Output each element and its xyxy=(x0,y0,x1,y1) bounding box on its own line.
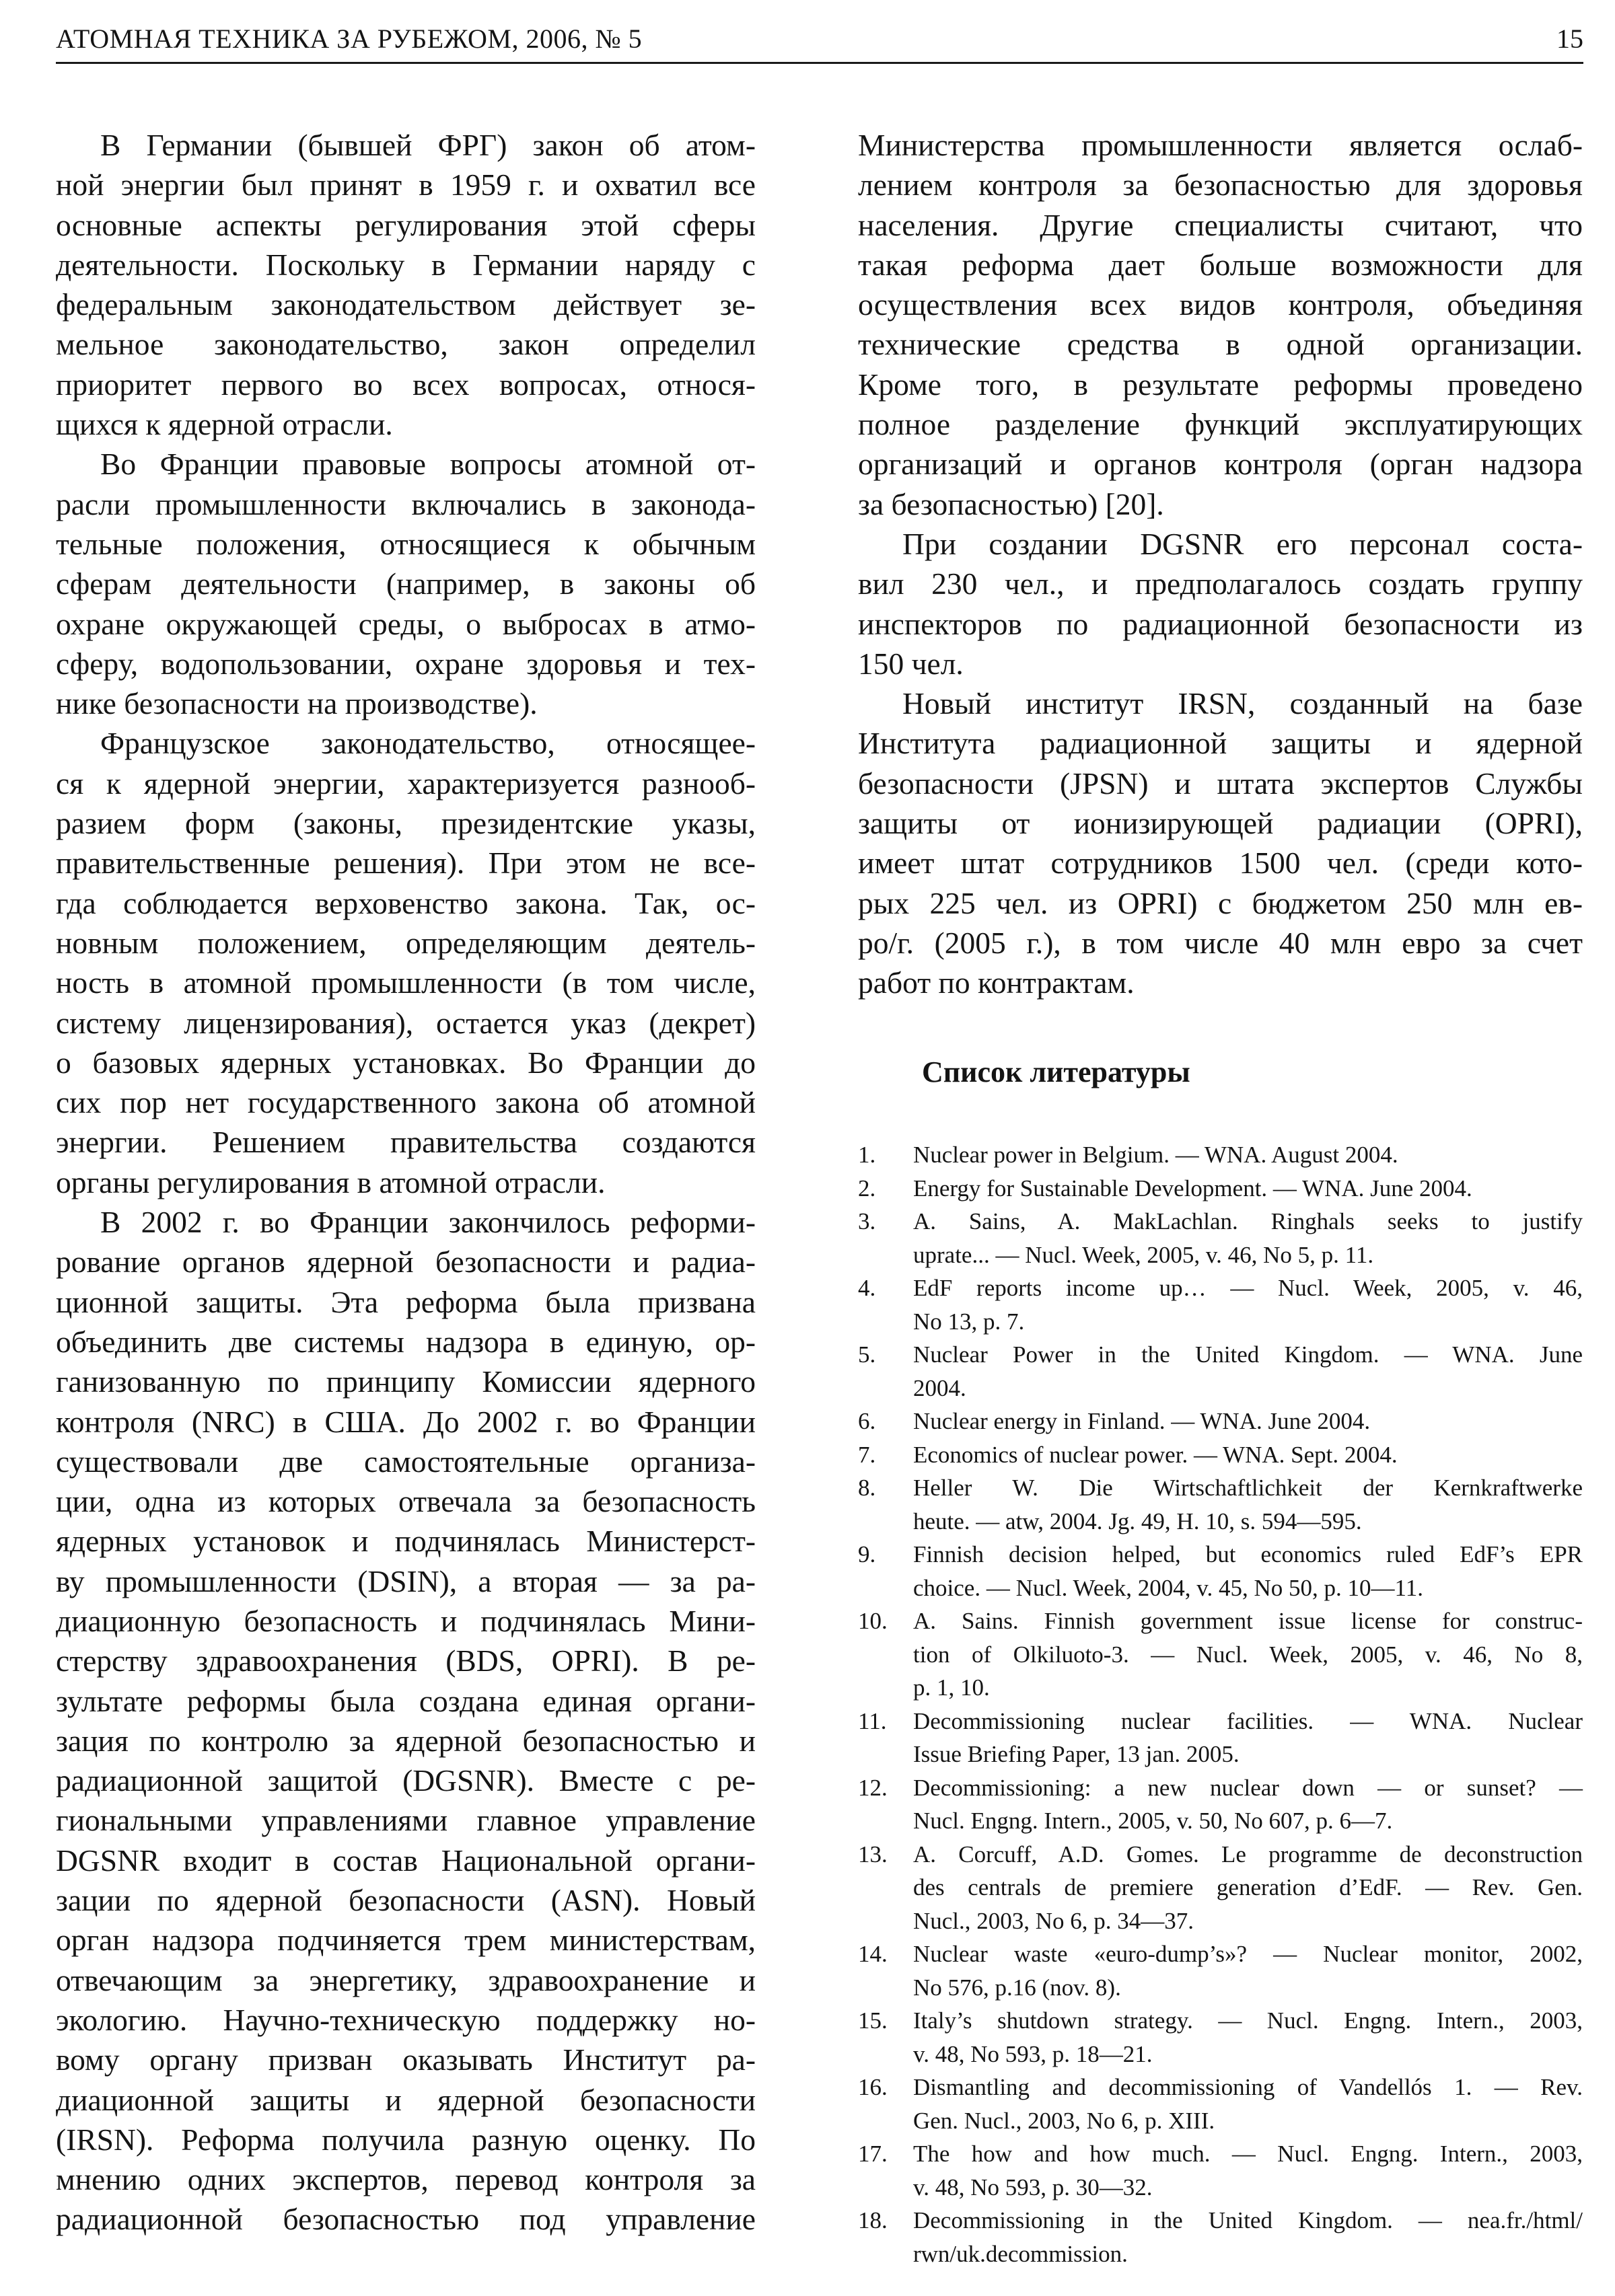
text-line: существовали две самостоятельные организа- xyxy=(56,1444,756,1479)
reference-text-line: Decommissioning: a new nuclear down — or sunset? — xyxy=(913,1774,1583,1801)
text-line: отвечающим за энергетику, здравоохранение и xyxy=(56,1962,756,1997)
text-line: ядерных установок и подчинялась Министерст- xyxy=(56,1524,756,1559)
reference-item xyxy=(858,1838,1583,1938)
text-line: Французское законодательство, относящее- xyxy=(100,726,756,761)
text-line: тельные положения, относящиеся к обычным xyxy=(56,526,756,561)
text-line: нике безопасности на производстве). xyxy=(56,686,538,721)
reference-text-line: Nuclear energy in Finland. — WNA. June 2004. xyxy=(913,1408,1371,1434)
reference-text-line: Gen. Nucl., 2003, No 6, p. XIII. xyxy=(913,2107,1215,2134)
reference-text-line: Italy’s shutdown strategy. — Nucl. Engng. Intern., 2003, xyxy=(913,2007,1583,2034)
text-line: При создании DGSNR его персонал соста- xyxy=(902,526,1583,561)
reference-text-line: tion of Olkiluoto-3. — Nucl. Week, 2005, v. 46, No 8, xyxy=(913,1641,1583,1668)
text-line: инспекторов по радиационной безопасности из xyxy=(858,606,1583,641)
reference-item xyxy=(858,1471,1583,1538)
reference-number: 8. xyxy=(858,1475,876,1501)
reference-item xyxy=(858,1338,1583,1405)
reference-item xyxy=(858,1205,1583,1271)
reference-text-line: A. Sains. Finnish government issue license for construc- xyxy=(913,1608,1583,1634)
text-line: (IRSN). Реформа получила разную оценку. По xyxy=(56,2122,756,2157)
reference-text-line: Nuclear Power in the United Kingdom. — WNA. June xyxy=(913,1341,1583,1368)
reference-text-line: p. 1, 10. xyxy=(913,1674,990,1701)
text-line: радиационной безопасностью под управление xyxy=(56,2202,756,2237)
text-line: В Германии (бывшей ФРГ) закон об атом- xyxy=(100,128,756,162)
running-header xyxy=(56,20,1583,64)
reference-text-line: Nuclear waste «euro-dump’s»? — Nuclear monitor, 2002, xyxy=(913,1941,1583,1967)
text-line: приоритет первого во всех вопросах, относя- xyxy=(56,367,756,402)
reference-item xyxy=(858,1172,1583,1206)
reference-text-line: uprate... — Nucl. Week, 2005, v. 46, No 5, p. 11. xyxy=(913,1241,1374,1268)
paragraph xyxy=(56,1202,756,2239)
text-line: сферу, водопользовании, охране здоровья и тех- xyxy=(56,646,756,681)
paragraph xyxy=(56,723,756,1202)
text-line: имеет штат сотрудников 1500 чел. (среди кото- xyxy=(858,846,1583,881)
text-line: о базовых ядерных установках. Во Франции до xyxy=(56,1045,756,1080)
reference-text-line: Heller W. Die Wirtschaftlichkeit der Kernkraftwerke xyxy=(913,1475,1583,1501)
text-line: ции, одна из которых отвечала за безопасность xyxy=(56,1484,756,1519)
text-line: зации по ядерной безопасности (ASN). Новый xyxy=(56,1883,756,1918)
text-line: осуществления всех видов контроля, объединяя xyxy=(858,287,1583,322)
references-list xyxy=(858,1138,1583,2270)
reference-text-line: No 576, p.16 (nov. 8). xyxy=(913,1974,1121,2001)
text-line: основные аспекты регулирования этой сферы xyxy=(56,207,756,242)
text-line: экологию. Научно-техническую поддержку но- xyxy=(56,2002,756,2037)
reference-text-line: Issue Briefing Paper, 13 jan. 2005. xyxy=(913,1741,1240,1767)
text-line: вил 230 чел., и предполагалось создать группу xyxy=(858,566,1583,601)
reference-text-line: The how and how much. — Nucl. Engng. Intern., 2003, xyxy=(913,2141,1583,2167)
reference-item xyxy=(858,2004,1583,2071)
text-line: ся к ядерной энергии, характеризуется разнооб- xyxy=(56,766,756,801)
text-line: разием форм (законы, президентские указы, xyxy=(56,806,756,841)
references-heading: Список литературы xyxy=(922,1056,1190,1088)
reference-item xyxy=(858,1271,1583,1338)
text-line: ро/г. (2005 г.), в том числе 40 млн евро за счет xyxy=(858,925,1583,960)
text-line: лением контроля за безопасностью для здоровья xyxy=(858,168,1583,202)
text-line: вому органу призван оказывать Институт ра- xyxy=(56,2042,756,2077)
reference-number: 16. xyxy=(858,2074,888,2100)
reference-text-line: Nucl. Engng. Intern., 2005, v. 50, No 607, p. 6—7. xyxy=(913,1808,1393,1834)
reference-item xyxy=(858,1438,1583,1472)
reference-text-line: Decommissioning in the United Kingdom. — nea.fr./html/ xyxy=(913,2207,1583,2233)
reference-item xyxy=(858,1538,1583,1604)
text-line: зультате реформы была создана единая органи- xyxy=(56,1683,756,1718)
text-line: объединить две системы надзора в единую, ор- xyxy=(56,1324,756,1359)
text-line: деятельности. Поскольку в Германии наряду с xyxy=(56,247,756,282)
reference-item xyxy=(858,2204,1583,2270)
text-line: 150 чел. xyxy=(858,646,964,681)
text-line: DGSNR входит в состав Национальной органи- xyxy=(56,1843,756,1878)
text-line: такая реформа дает больше возможности для xyxy=(858,247,1583,282)
text-line: правительственные решения). При этом не все- xyxy=(56,846,756,881)
text-line: новным положением, определяющим деятель- xyxy=(56,925,756,960)
reference-number: 13. xyxy=(858,1841,888,1867)
reference-number: 17. xyxy=(858,2141,888,2167)
reference-item xyxy=(858,2137,1583,2204)
reference-item xyxy=(858,1771,1583,1838)
page-number: 15 xyxy=(1556,24,1583,54)
left-text-column xyxy=(56,125,756,2239)
reference-item xyxy=(858,1937,1583,2004)
reference-text-line: heute. — atw, 2004. Jg. 49, H. 10, s. 594—595. xyxy=(913,1508,1362,1534)
text-line: федеральным законодательством действует зе- xyxy=(56,287,756,322)
reference-text-line: A. Corcuff, A.D. Gomes. Le programme de deconstruction xyxy=(913,1841,1583,1867)
text-line: ганизованную по принципу Комиссии ядерного xyxy=(56,1364,756,1399)
text-line: за безопасностью) [20]. xyxy=(858,486,1164,521)
reference-text-line: A. Sains, A. MakLachlan. Ringhals seeks to justify xyxy=(913,1208,1583,1234)
text-line: Министерства промышленности является ослаб- xyxy=(858,128,1583,162)
reference-item xyxy=(858,1705,1583,1771)
reference-text-line: Energy for Sustainable Development. — WNA. June 2004. xyxy=(913,1175,1472,1201)
text-line: технические средства в одной организации. xyxy=(858,327,1583,362)
right-text-column xyxy=(858,125,1583,1003)
reference-text-line: Finnish decision helped, but economics ruled EdF’s EPR xyxy=(913,1541,1583,1567)
reference-text-line: v. 48, No 593, p. 18—21. xyxy=(913,2040,1153,2067)
paragraph xyxy=(858,683,1583,1002)
reference-item xyxy=(858,1405,1583,1438)
text-line: мельное законодательство, закон определил xyxy=(56,327,756,362)
text-line: контроля (NRC) в США. До 2002 г. во Франции xyxy=(56,1404,756,1439)
text-line: стерству здравоохранения (BDS, OPRI). В ре- xyxy=(56,1643,756,1678)
text-line: ной энергии был принят в 1959 г. и охватил все xyxy=(56,168,756,202)
text-line: охране окружающей среды, о выбросах в атмо- xyxy=(56,606,756,641)
text-line: сферам деятельности (например, в законы об xyxy=(56,566,756,601)
reference-number: 7. xyxy=(858,1441,876,1468)
reference-item xyxy=(858,1604,1583,1705)
text-line: безопасности (JPSN) и штата экспертов Службы xyxy=(858,766,1583,801)
reference-number: 2. xyxy=(858,1175,876,1201)
reference-number: 9. xyxy=(858,1541,876,1567)
text-line: орган надзора подчиняется трем министерствам, xyxy=(56,1923,756,1958)
paragraph xyxy=(858,125,1583,524)
text-line: расли промышленности включались в законода- xyxy=(56,486,756,521)
paragraph xyxy=(858,524,1583,683)
text-line: щихся к ядерной отрасли. xyxy=(56,407,393,442)
reference-text-line: des centrals de premiere generation d’EdF. — Rev. Gen. xyxy=(913,1874,1583,1900)
text-line: Института радиационной защиты и ядерной xyxy=(858,726,1583,761)
reference-number: 6. xyxy=(858,1408,876,1434)
text-line: организаций и органов контроля (орган надзора xyxy=(858,447,1583,482)
reference-text-line: 2004. xyxy=(913,1374,966,1401)
reference-number: 12. xyxy=(858,1774,888,1801)
reference-text-line: rwn/uk.decommission. xyxy=(913,2240,1128,2267)
reference-text-line: v. 48, No 593, p. 30—32. xyxy=(913,2174,1153,2200)
text-line: радиационной защитой (DGSNR). Вместе с ре- xyxy=(56,1763,756,1798)
reference-item xyxy=(858,2071,1583,2137)
text-line: органы регулирования в атомной отрасли. xyxy=(56,1164,606,1199)
journal-title: АТОМНАЯ ТЕХНИКА ЗА РУБЕЖОМ, 2006, № 5 xyxy=(56,24,643,54)
paragraph xyxy=(56,444,756,723)
text-line: Кроме того, в результате реформы проведено xyxy=(858,367,1583,402)
reference-text-line: Dismantling and decommissioning of Vandellós 1. — Rev. xyxy=(913,2074,1583,2100)
text-line: работ по контрактам. xyxy=(858,965,1135,1000)
text-line: мнению одних экспертов, перевод контроля за xyxy=(56,2162,756,2197)
text-line: В 2002 г. во Франции закончилось реформи- xyxy=(100,1205,756,1240)
text-line: гиональными управлениями главное управление xyxy=(56,1803,756,1838)
text-line: Во Франции правовые вопросы атомной от- xyxy=(100,447,756,482)
reference-number: 1. xyxy=(858,1142,876,1168)
reference-number: 14. xyxy=(858,1941,888,1967)
text-line: защиты от ионизирующей радиации (OPRI), xyxy=(858,806,1583,841)
reference-number: 3. xyxy=(858,1208,876,1234)
text-line: рых 225 чел. из OPRI) с бюджетом 250 млн ев- xyxy=(858,885,1583,920)
text-line: зация по контролю за ядерной безопасностью и xyxy=(56,1723,756,1758)
text-line: населения. Другие специалисты считают, что xyxy=(858,207,1583,242)
reference-number: 4. xyxy=(858,1275,876,1301)
text-line: энергии. Решением правительства создаются xyxy=(56,1125,756,1160)
reference-item xyxy=(858,1138,1583,1172)
reference-number: 10. xyxy=(858,1608,888,1634)
text-line: рование органов ядерной безопасности и радиа- xyxy=(56,1245,756,1280)
text-line: полное разделение функций эксплуатирующих xyxy=(858,407,1583,442)
reference-number: 18. xyxy=(858,2207,888,2233)
reference-text-line: Nuclear power in Belgium. — WNA. August 2004. xyxy=(913,1142,1398,1168)
text-line: диационной защиты и ядерной безопасности xyxy=(56,2082,756,2117)
text-line: гда соблюдается верховенство закона. Так, ос- xyxy=(56,885,756,920)
reference-number: 5. xyxy=(858,1341,876,1368)
reference-text-line: Economics of nuclear power. — WNA. Sept. 2004. xyxy=(913,1441,1398,1468)
reference-number: 15. xyxy=(858,2007,888,2034)
reference-number: 11. xyxy=(858,1707,887,1734)
text-line: Новый институт IRSN, созданный на базе xyxy=(902,686,1583,721)
paragraph xyxy=(56,125,756,444)
reference-text-line: EdF reports income up… — Nucl. Week, 2005, v. 46, xyxy=(913,1275,1583,1301)
reference-text-line: No 13, p. 7. xyxy=(913,1308,1025,1335)
text-line: систему лицензирования), остается указ (декрет) xyxy=(56,1005,756,1040)
reference-text-line: Nucl., 2003, No 6, p. 34—37. xyxy=(913,1907,1194,1934)
text-line: ционной защиты. Эта реформа была призвана xyxy=(56,1284,756,1319)
text-line: диационную безопасность и подчинялась Мини- xyxy=(56,1603,756,1638)
text-line: ву промышленности (DSIN), а вторая — за ра- xyxy=(56,1563,756,1598)
text-line: сих пор нет государственного закона об атомной xyxy=(56,1085,756,1120)
reference-text-line: choice. — Nucl. Week, 2004, v. 45, No 50, p. 10—11. xyxy=(913,1574,1423,1601)
text-line: ность в атомной промышленности (в том числе, xyxy=(56,965,756,1000)
reference-text-line: Decommissioning nuclear facilities. — WNA. Nuclear xyxy=(913,1707,1583,1734)
